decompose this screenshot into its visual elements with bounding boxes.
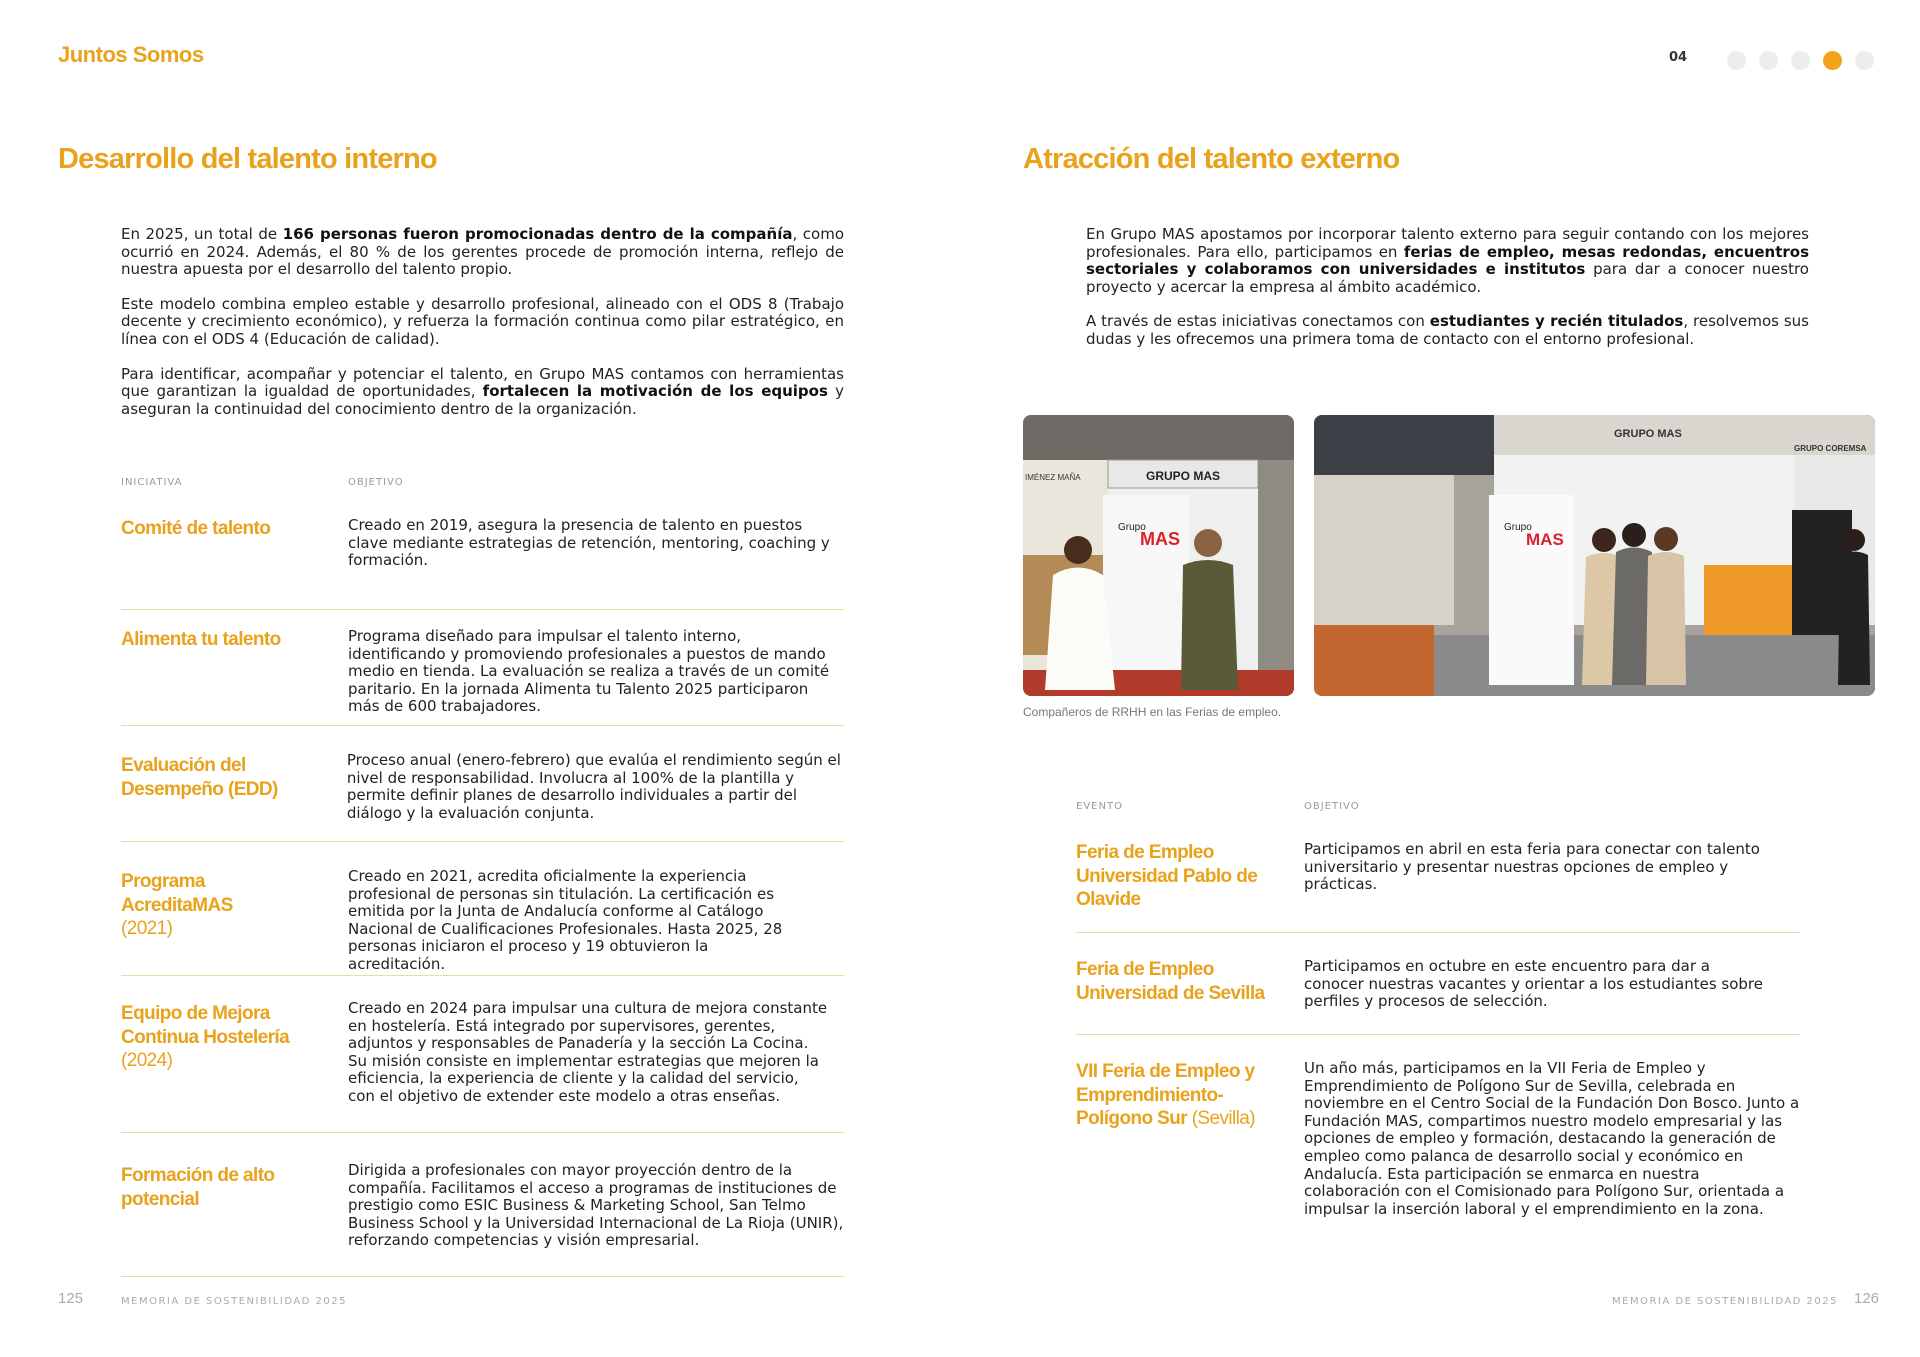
event-objective: Participamos en abril en esta feria para conectar con talento universitario y presentar nuestras opciones de empleo y prácticas. — [1304, 840, 1760, 894]
table-row — [1076, 933, 1800, 1035]
chapter-pagination — [1727, 51, 1874, 70]
chapter-dot[interactable] — [1727, 51, 1746, 70]
svg-text:Grupo: Grupo — [1118, 522, 1146, 533]
paragraph: Para identificar, acompañar y potenciar el talento, en Grupo MAS contamos con herramientas que garantizan la igualdad de oportunidades, fortalecen la motivación de los equipos y aseguran la continuidad del conocimiento dentro de la organización. — [121, 364, 844, 418]
svg-text:Grupo: Grupo — [1504, 522, 1532, 533]
initiative-name: Equipo de Mejora Continua Hostelería (2024) — [121, 1003, 290, 1071]
chapter-dot[interactable] — [1759, 51, 1778, 70]
photo-caption: Compañeros de RRHH en las Ferias de empleo. — [1023, 705, 1282, 719]
event-objective: Un año más, participamos en la VII Feria de Empleo y Emprendimiento de Polígono Sur de Sevilla, celebrada en noviembre en el Centro Social de la Fundación Don Bosco. Junto a Fundación MAS, compartimos nuestro modelo empresarial y las opciones de empleo y formación, destacando la generación de empleo como palanca de desarrollo social y económico en Andalucía. Esta participación se enmarca en nuestra colaboración con el Comisionado para Polígono Sur, orientada a impulsar la inserción laboral y el emprendimiento en la zona. — [1304, 1059, 1800, 1218]
initiative-objective: Creado en 2024 para impulsar una cultura de mejora constante en hostelería. Está integrado por supervisores, gerentes, adjuntos y responsables de Panadería y la sección La Cocina. Su misión consiste en implementar estrategias que mejoren la eficiencia, la experiencia de cliente y la calidad del servicio, con el objetivo de extender este modelo a otras enseñas. — [348, 999, 828, 1105]
table-row — [121, 610, 844, 726]
chapter-dot[interactable] — [1855, 51, 1874, 70]
chapter-dot[interactable] — [1791, 51, 1810, 70]
table-row — [1076, 841, 1800, 933]
initiative-objective: Creado en 2021, acredita oficialmente la experiencia profesional de personas sin titulación. La certificación es emitida por la Junta de Andalucía conforme al Catálogo Nacional de Cualificaciones Profesionales. Hasta 2025, 28 personas iniciaron el proceso y 19 obtuvieron la acreditación. — [348, 867, 783, 973]
brand-logo: Juntos Somos — [58, 42, 204, 67]
initiatives-table — [121, 477, 844, 1277]
svg-text:GRUPO COREMSA: GRUPO COREMSA — [1794, 444, 1867, 453]
event-name: Feria de Empleo Universidad de Sevilla — [1076, 959, 1265, 1004]
table-header — [1076, 801, 1800, 841]
job-fair-photo — [1023, 415, 1294, 696]
page-number-right: 126 — [1854, 1290, 1880, 1307]
initiative-objective: Proceso anual (enero-febrero) que evalúa el rendimiento según el nivel de responsabilidad. Involucra al 100% de la plantilla y permite definir planes de desarrollo individuales a partir del diálogo y la evaluación conjunta. — [346, 751, 841, 822]
table-row — [121, 976, 844, 1133]
paragraph: En 2025, un total de 166 personas fueron promocionadas dentro de la compañía, como ocurrió en 2024. Además, el 80 % de los gerentes procede de promoción interna, reflejo de nuestra apuesta por el desarrollo del talento propio. — [121, 225, 844, 279]
table-row — [121, 726, 844, 842]
paragraph: A través de estas iniciativas conectamos con estudiantes y recién titulados, resolvemos sus dudas y les ofrecemos una primera toma de contacto con el entorno profesional. — [1086, 312, 1809, 348]
right-intro — [1086, 226, 1809, 366]
event-objective: Participamos en octubre en este encuentro para dar a conocer nuestras vacantes y orientar a los estudiantes sobre perfiles y procesos de selección. — [1304, 957, 1763, 1011]
initiative-objective: Programa diseñado para impulsar el talento interno, identificando y promoviendo profesionales a puestos de mando medio en tienda. La evaluación se realiza a través de un comité paritario. En la jornada Alimenta tu Talento 2025 participaron más de 600 trabajadores. — [348, 627, 830, 716]
paragraph: Este modelo combina empleo estable y desarrollo profesional, alineado con el ODS 8 (Trabajo decente y crecimiento económico), y refuerza la formación continua como pilar estratégico, en línea con el ODS 4 (Educación de calidad). — [121, 294, 844, 348]
initiative-name: Formación de alto potencial — [121, 1165, 275, 1210]
footer-doc-title: MEMORIA DE SOSTENIBILIDAD 2025 — [1612, 1296, 1839, 1307]
left-intro — [121, 226, 844, 435]
event-name: VII Feria de Empleo y Emprendimiento-Polígono Sur (Sevilla) — [1076, 1061, 1255, 1129]
initiative-objective: Dirigida a profesionales con mayor proyección dentro de la compañía. Facilitamos el acceso a programas de instituciones de prestigio como ESIC Business & Marketing School, San Telmo Business School y la Universidad Internacional de La Rioja (UNIR), reforzando competencias y visión empresarial. — [348, 1161, 844, 1250]
initiative-name: Comité de talento — [121, 518, 271, 539]
svg-text:GRUPO MAS: GRUPO MAS — [1614, 428, 1682, 440]
table-row — [121, 1133, 844, 1277]
table-row — [121, 517, 844, 610]
chapter-number: 04 — [1669, 50, 1688, 65]
paragraph: En Grupo MAS apostamos por incorporar talento externo para seguir contando con los mejores profesionales. Para ello, participamos en ferias de empleo, mesas redondas, encuentros sectoriales y colaboramos con universidades e institutos para dar a conocer nuestro proyecto y acercar la empresa al ámbito académico. — [1086, 225, 1809, 296]
events-table — [1076, 801, 1800, 1218]
initiative-objective: Creado en 2019, asegura la presencia de talento en puestos clave mediante estrategias de retención, mentoring, coaching y formación. — [348, 516, 830, 570]
column-header: OBJETIVO — [1304, 801, 1360, 812]
column-header: EVENTO — [1076, 801, 1123, 812]
left-section-title: Desarrollo del talento interno — [58, 143, 437, 175]
svg-text:IMÉNEZ MAÑA: IMÉNEZ MAÑA — [1025, 473, 1081, 482]
page-number-left: 125 — [58, 1290, 84, 1307]
job-fair-stand-photo — [1314, 415, 1875, 696]
table-header — [121, 477, 844, 517]
svg-text:MAS: MAS — [1526, 530, 1564, 549]
svg-text:MAS: MAS — [1140, 529, 1180, 549]
job-fair-photo-illustration — [1023, 415, 1294, 696]
initiative-name: Evaluación del Desempeño (EDD) — [121, 755, 278, 800]
table-row — [1076, 1035, 1800, 1218]
initiative-name: Alimenta tu talento — [121, 629, 281, 650]
footer-doc-title: MEMORIA DE SOSTENIBILIDAD 2025 — [121, 1296, 348, 1307]
initiative-name: Programa AcreditaMAS (2021) — [121, 871, 233, 939]
chapter-dot-active[interactable] — [1823, 51, 1842, 70]
column-header: INICIATIVA — [121, 477, 183, 488]
job-fair-stand-illustration — [1314, 415, 1875, 696]
table-row — [121, 842, 844, 976]
column-header: OBJETIVO — [348, 477, 404, 488]
right-section-title: Atracción del talento externo — [1023, 143, 1400, 175]
svg-text:GRUPO MAS: GRUPO MAS — [1145, 469, 1221, 483]
event-name: Feria de Empleo Universidad Pablo de Olavide — [1076, 842, 1258, 910]
